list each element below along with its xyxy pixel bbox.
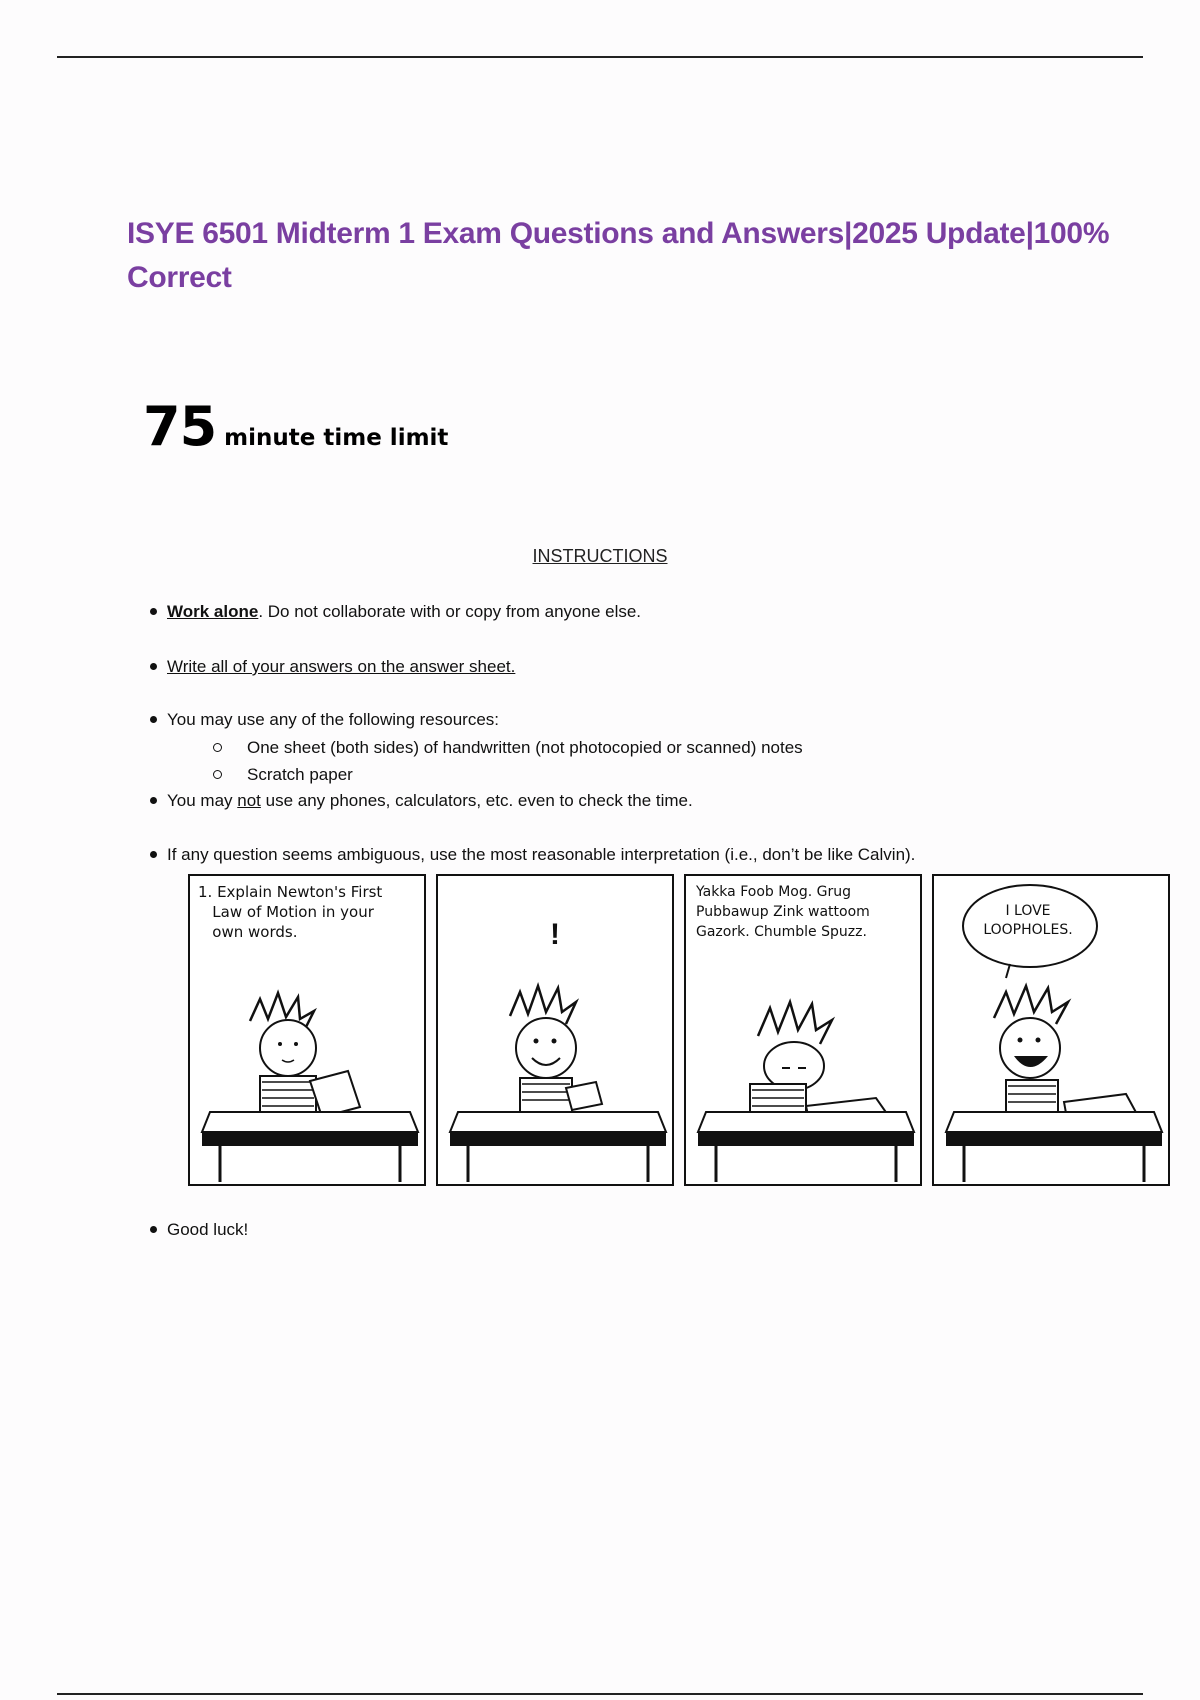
bullet-good-luck [150,1220,248,1240]
time-limit-label: minute time limit [224,425,449,451]
no-devices-not: not [237,791,261,810]
panel-2-exclamation: ! [550,918,560,951]
bullet-dot-icon [150,797,157,804]
bullet-write-answers [150,657,515,677]
bullet-dot-icon [150,663,157,670]
top-rule [57,56,1143,58]
document-title: ISYE 6501 Midterm 1 Exam Questions and Answers|2025 Update|100% Correct [127,217,1110,294]
time-limit [143,395,448,458]
bullet-work-alone [150,602,641,622]
sub-bullet-ring-icon [213,770,222,779]
good-luck-text: Good luck! [167,1220,249,1239]
resource-notes-text: One sheet (both sides) of handwritten (not photocopied or scanned) notes [247,738,803,757]
resource-scratch-text: Scratch paper [247,765,353,784]
no-devices-pre: You may [167,791,238,810]
panel-4-speech: I LOVE LOOPHOLES. [983,903,1073,938]
panel-1-caption: 1. Explain Newton's First Law of Motion in your own words. [198,883,383,941]
bullet-ambiguous [150,845,915,865]
ambiguous-text: If any question seems ambiguous, use the most reasonable interpretation (i.e., don’t be like Calvin). [167,845,916,864]
bottom-rule [57,1693,1143,1695]
bullet-resources [150,710,499,730]
comic-panel-4 [932,874,1170,1186]
calvin-reading-drawing [190,876,424,1184]
calvin-surprised-drawing [438,876,672,1184]
calvin-comic-strip [188,874,1172,1184]
panel-3-caption: Yakka Foob Mog. Grug Pubbawup Zink wattoom Gazork. Chumble Spuzz. [696,884,870,940]
sub-bullet-resource-scratch [213,765,353,785]
calvin-grinning-drawing [934,876,1168,1184]
bullet-no-devices [150,791,693,811]
bullet-dot-icon [150,1226,157,1233]
work-alone-text: . Do not collaborate with or copy from anyone else. [258,602,642,621]
instructions-heading: INSTRUCTIONS [532,546,668,566]
calvin-writing-drawing [686,876,920,1184]
resources-intro: You may use any of the following resources: [167,710,500,729]
comic-panel-2 [436,874,674,1186]
write-answers-text: Write all of your answers on the answer sheet. [167,657,516,676]
comic-panel-1 [188,874,426,1186]
bullet-dot-icon [150,608,157,615]
bullet-dot-icon [150,716,157,723]
bullet-dot-icon [150,851,157,858]
time-limit-number: 75 [143,395,217,458]
sub-bullet-ring-icon [213,743,222,752]
comic-panel-3 [684,874,922,1186]
sub-bullet-resource-notes [213,738,803,758]
no-devices-post: use any phones, calculators, etc. even to check the time. [260,791,693,810]
work-alone-label: Work alone [167,602,259,621]
